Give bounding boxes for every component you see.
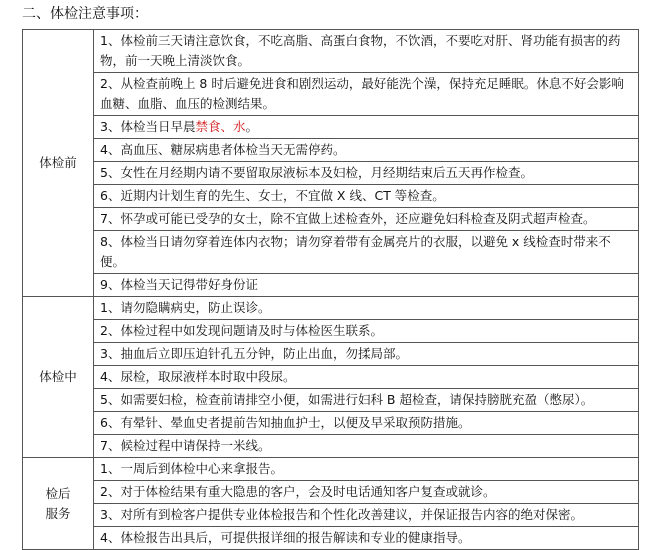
table-row [23, 504, 639, 527]
table-row [23, 162, 639, 185]
list-item: 5、如需要妇检，检查前请排空小便，如需进行妇科 B 超检查，请保持膀胱充盈（憋尿）。 [94, 389, 639, 412]
list-item: 4、尿检，取尿液样本时取中段尿。 [94, 366, 639, 389]
list-item: 8、体检当日请勿穿着连体内衣物；请勿穿着带有金属亮片的衣服，以避免 x 线检查时带来不便。 [94, 231, 639, 274]
section-heading: 二、体检注意事项： [22, 6, 148, 22]
table-row [23, 320, 639, 343]
list-item: 4、体检报告出具后，可提供报详细的报告解读和专业的健康指导。 [94, 527, 639, 550]
list-item: 2、从检查前晚上 8 时后避免进食和剧烈运动，最好能洗个澡，保持充足睡眠。休息不好会影响血糖、血脂、血压的检测结果。 [94, 73, 639, 116]
table-row [23, 73, 639, 116]
table-row [23, 366, 639, 389]
table-row [23, 116, 639, 139]
list-item: 9、体检当天记得带好身份证 [94, 274, 639, 297]
list-item: 1、一周后到体检中心来拿报告。 [94, 458, 639, 481]
table-row [23, 481, 639, 504]
list-item: 5、女性在月经期内请不要留取尿液标本及妇检，月经期结束后五天再作检查。 [94, 162, 639, 185]
list-item: 7、候检过程中请保持一米线。 [94, 435, 639, 458]
list-item: 1、体检前三天请注意饮食，不吃高脂、高蛋白食物，不饮酒，不要吃对肝、肾功能有损害的药物，前一天晚上清淡饮食。 [94, 30, 639, 73]
list-item: 3、对所有到检客户提供专业体检报告和个性化改善建议，并保证报告内容的绝对保密。 [94, 504, 639, 527]
table-row [23, 412, 639, 435]
table-row [23, 185, 639, 208]
list-item: 2、对于体检结果有重大隐患的客户，会及时电话通知客户复查或就诊。 [94, 481, 639, 504]
table-row [23, 458, 639, 481]
fasting-highlight: 禁食、水 [195, 119, 246, 134]
table-row [23, 208, 639, 231]
table-row [23, 30, 639, 73]
table-row [23, 389, 639, 412]
list-item: 2、体检过程中如发现问题请及时与体检医生联系。 [94, 320, 639, 343]
table-row [23, 274, 639, 297]
list-item: 3、抽血后立即压迫针孔五分钟，防止出血，勿揉局部。 [94, 343, 639, 366]
checkup-notes-table [22, 29, 639, 550]
item-text: 3、体检当日早晨 [100, 119, 196, 134]
table-row [23, 527, 639, 550]
list-item: 1、请勿隐瞒病史，防止误诊。 [94, 297, 639, 320]
stage-label-line: 检后 [45, 485, 71, 501]
table-row [23, 297, 639, 320]
list-item: 6、近期内计划生育的先生、女士，不宜做 X 线、CT 等检查。 [94, 185, 639, 208]
stage-label-during: 体检中 [23, 297, 94, 458]
list-item: 6、有晕针、晕血史者提前告知抽血护士，以便及早采取预防措施。 [94, 412, 639, 435]
stage-label-after [23, 458, 94, 550]
table-row [23, 231, 639, 274]
table-row [23, 435, 639, 458]
item-text: 。 [245, 119, 258, 134]
stage-label-line: 服务 [45, 505, 71, 521]
table-row [23, 343, 639, 366]
stage-label-before: 体检前 [23, 30, 94, 297]
list-item: 4、高血压、糖尿病患者体检当天无需停药。 [94, 139, 639, 162]
list-item: 7、怀孕或可能已受孕的女士，除不宜做上述检查外，还应避免妇科检查及阴式超声检查。 [94, 208, 639, 231]
table-row [23, 139, 639, 162]
list-item [94, 116, 639, 139]
